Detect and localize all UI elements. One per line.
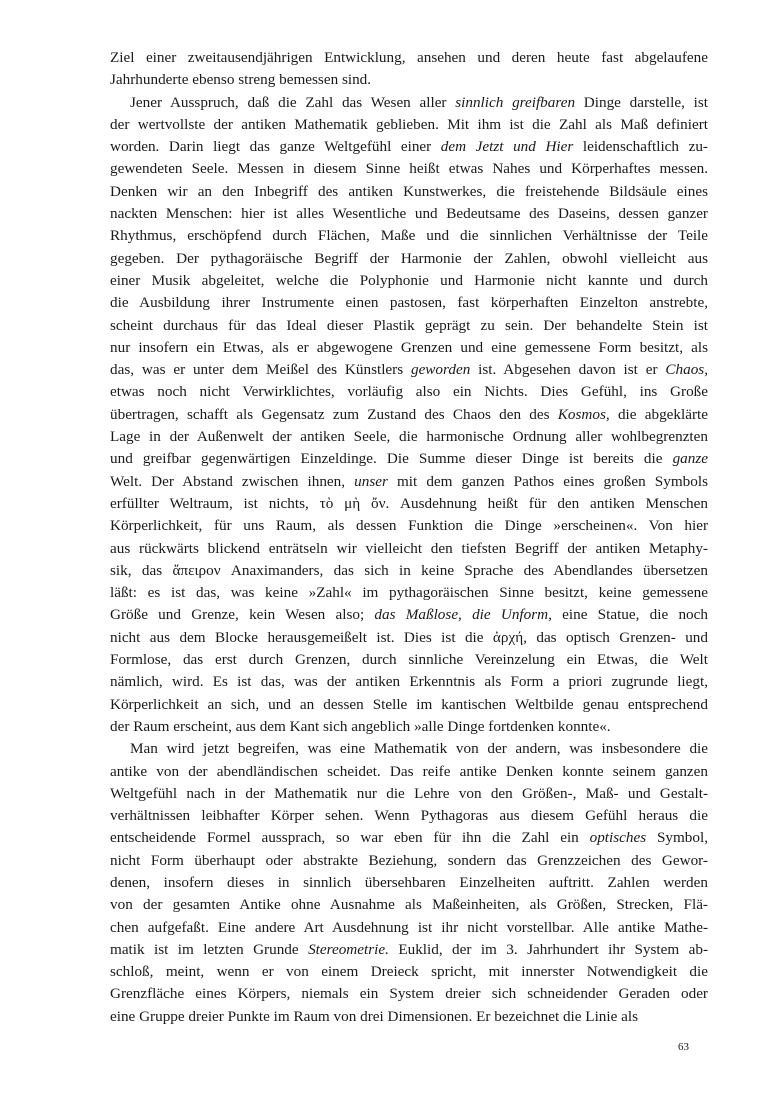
text-line (110, 92, 708, 114)
paragraph (110, 92, 708, 739)
text-segment: worden. Darin liegt das ganze Weltgefühl einer (110, 138, 441, 156)
text-segment: Euklid, der im 3. Jahrhundert ihr System ab- (388, 940, 708, 958)
text-line (110, 292, 708, 314)
text-segment: nicht aus dem Blocke herausgemeißelt ist. Dies ist die ἀρχή, das optisch Grenzen- und (110, 628, 708, 646)
text-segment: verhältnissen leibhafter Körper sehen. Wenn Pythagoras aus diesem Gefühl heraus die (110, 807, 708, 825)
text-line (110, 515, 708, 537)
emphasized-text: unser (354, 472, 388, 490)
text-segment: übertragen, schafft als Gegensatz zum Zustand des Chaos den des (110, 405, 558, 423)
text-segment: nackten Menschen: hier ist alles Wesentliche und Bedeutsame des Daseins, dessen ganzer (110, 205, 708, 223)
text-segment: gegeben. Der pythagoräische Begriff der Harmonie der Zahlen, obwohl vielleicht aus (110, 249, 708, 267)
text-segment: Größe und Grenze, kein Wesen also; (110, 606, 375, 624)
text-segment: aus rückwärts blickend enträtseln wir vielleicht den tiefsten Begriff der antiken Metaphy- (110, 539, 708, 557)
text-line (110, 894, 708, 916)
text-line (110, 136, 708, 158)
text-line (110, 1006, 708, 1028)
text-line (110, 69, 708, 91)
text-segment: die Ausbildung ihrer Instrumente einen pastosen, fast körperhaften Einzelton anstrebte, (110, 294, 708, 312)
text-line (110, 538, 708, 560)
text-segment: Welt. Der Abstand zwischen ihnen, (110, 472, 355, 490)
text-segment: antike von der abendländischen scheidet. Das reife antike Denken konnte seinem ganzen (110, 762, 708, 780)
text-segment: nämlich, wird. Es ist das, was der antiken Erkenntnis als Form a priori zugrunde liegt, (110, 673, 708, 691)
text-line (110, 448, 708, 470)
text-line (110, 203, 708, 225)
text-line (110, 158, 708, 180)
text-line (110, 627, 708, 649)
text-segment: Grenzfläche eines Körpers, niemals ein System dreier sich schneidender Geraden oder (110, 985, 708, 1003)
text-segment: nicht Form überhaupt oder abstrakte Beziehung, sondern das Grenzzeichen des Gewor- (110, 851, 708, 869)
text-line (110, 761, 708, 783)
text-segment: der wertvollste der antiken Mathematik geblieben. Mit ihm ist die Zahl als Maß definiert (110, 115, 708, 133)
emphasized-text: Kosmos, (557, 405, 610, 423)
text-segment: entscheidende Formel aussprach, so war eben für ihn die Zahl ein (110, 829, 590, 847)
text-segment: scheint durchaus für das Ideal dieser Plastik geprägt zu sein. Der behandelte Stein ist (110, 316, 708, 334)
text-line (110, 805, 708, 827)
text-segment: das, was er unter dem Meißel des Künstlers (110, 361, 411, 379)
text-segment: läßt: es ist das, was keine »Zahl« im pythagoräischen Sinne besitzt, keine gemessene (110, 584, 708, 602)
text-line (110, 248, 708, 270)
text-segment: matik ist im letzten Grunde (110, 940, 309, 958)
text-segment: und greifbar gegenwärtigen Einzeldinge. Die Summe dieser Dinge ist bereits die (110, 450, 673, 468)
page-body (110, 47, 708, 1028)
text-segment: von der gesamten Antike ohne Ausnahme als Maßeinheiten, als Größen, Strecken, Flä- (110, 896, 708, 914)
text-line (110, 716, 708, 738)
text-line (110, 181, 708, 203)
text-line (110, 738, 708, 760)
text-segment: Symbol, (646, 829, 709, 847)
text-line (110, 604, 708, 626)
text-segment: erfüllter Weltraum, ist nichts, τὸ μὴ ὄν. Ausdehnung heißt für den antiken Menschen (110, 494, 708, 512)
text-segment: leidenschaftlich zu- (573, 138, 708, 156)
text-segment: mit dem ganzen Pathos eines großen Symbols (387, 472, 708, 490)
text-line (110, 270, 708, 292)
text-line (110, 872, 708, 894)
text-segment: Formlose, das erst durch Grenzen, durch sinnliche Vereinzelung ein Etwas, die Welt (110, 651, 708, 669)
text-segment: schloß, meint, wenn er von einem Dreieck spricht, mit innerster Notwendigkeit die (110, 963, 708, 981)
page-number: 63 (678, 1041, 689, 1053)
text-segment: gewendeten Seele. Messen in diesem Sinne heißt etwas Nahes und Körperhaftes messen. (110, 160, 708, 178)
text-segment: etwas noch nicht Verwirklichtes, vorläufig also ein Nichts. Dies Gefühl, ins Große (110, 383, 708, 401)
emphasized-text: Chaos, (665, 361, 708, 379)
text-segment: der Raum erscheint, aus dem Kant sich angeblich »alle Dinge fortdenken konnte«. (110, 717, 611, 735)
text-segment: Körperlichkeit an sich, und an dessen Stelle im kantischen Weltbilde genau entsprechend (110, 695, 708, 713)
text-segment: Rhythmus, erschöpfend durch Flächen, Maße und die sinnlichen Verhältnisse der Teile (110, 227, 708, 245)
text-line (110, 381, 708, 403)
text-line (110, 827, 708, 849)
text-segment: die abgeklärte (609, 405, 708, 423)
text-line (110, 961, 708, 983)
text-line (110, 560, 708, 582)
emphasized-text: geworden (410, 361, 471, 379)
emphasized-text: ganze (672, 450, 708, 468)
text-segment: sik, das ἄπειρον Anaximanders, das sich in keine Sprache des Abendlandes übersetzen (110, 561, 708, 579)
text-line (110, 225, 708, 247)
emphasized-text: dem Jetzt und Hier (440, 138, 574, 156)
text-line (110, 850, 708, 872)
text-line (110, 983, 708, 1005)
text-line (110, 315, 708, 337)
text-segment: Dinge darstelle, ist (575, 93, 708, 111)
text-segment: denen, insofern dieses in sinnlich übersehbaren Einzelheiten auftritt. Zahlen werden (110, 873, 708, 891)
text-segment: Jener Ausspruch, daß die Zahl das Wesen aller (130, 93, 456, 111)
text-segment: einer Musik abgeleitet, welche die Polyphonie und Harmonie nicht kannte und durch (110, 271, 708, 289)
text-segment: Lage in der Außenwelt der antiken Seele, die harmonische Ordnung aller wohlbegrenzten (110, 428, 708, 446)
text-line (110, 783, 708, 805)
text-line (110, 493, 708, 515)
text-segment: eine Statue, die noch (551, 606, 708, 624)
text-line (110, 47, 708, 69)
text-line (110, 694, 708, 716)
text-segment: Denken wir an den Inbegriff des antiken Kunstwerkes, die freistehende Bildsäule eines (110, 182, 708, 200)
text-line (110, 939, 708, 961)
text-segment: eine Gruppe dreier Punkte im Raum von drei Dimensionen. Er bezeichnet die Linie als (110, 1007, 639, 1025)
text-line (110, 671, 708, 693)
emphasized-text: sinnlich greifbaren (455, 93, 576, 111)
text-segment: Körperlichkeit, für uns Raum, als dessen Funktion die Dinge »erscheinen«. Von hier (110, 517, 708, 535)
paragraph (110, 47, 708, 92)
emphasized-text: das Maßlose, die Unform, (374, 606, 552, 624)
text-segment: chen aufgefaßt. Eine andere Art Ausdehnung ist ihr nicht vorstellbar. Alle antike Mathe- (110, 918, 708, 936)
text-segment: Weltgefühl nach in der Mathematik nur die Lehre von den Größen-, Maß- und Gestalt- (110, 784, 708, 802)
text-line (110, 114, 708, 136)
text-line (110, 426, 708, 448)
text-segment: nur insofern ein Etwas, als er abgewogene Grenzen und eine gemessene Form besitzt, als (110, 338, 708, 356)
text-line (110, 471, 708, 493)
text-line (110, 917, 708, 939)
text-segment: Jahrhunderte ebenso streng bemessen sind. (110, 71, 372, 89)
text-line (110, 359, 708, 381)
emphasized-text: Stereometrie. (308, 940, 389, 958)
text-line (110, 337, 708, 359)
text-segment: Man wird jetzt begreifen, was eine Mathematik von der andern, was insbesondere die (130, 740, 708, 758)
text-segment: ist. Abgesehen davon ist er (470, 361, 666, 379)
emphasized-text: optisches (589, 829, 647, 847)
text-segment: Ziel einer zweitausendjährigen Entwicklung, ansehen und deren heute fast abgelaufene (110, 49, 708, 66)
paragraph (110, 738, 708, 1028)
text-line (110, 582, 708, 604)
text-line (110, 404, 708, 426)
text-line (110, 649, 708, 671)
